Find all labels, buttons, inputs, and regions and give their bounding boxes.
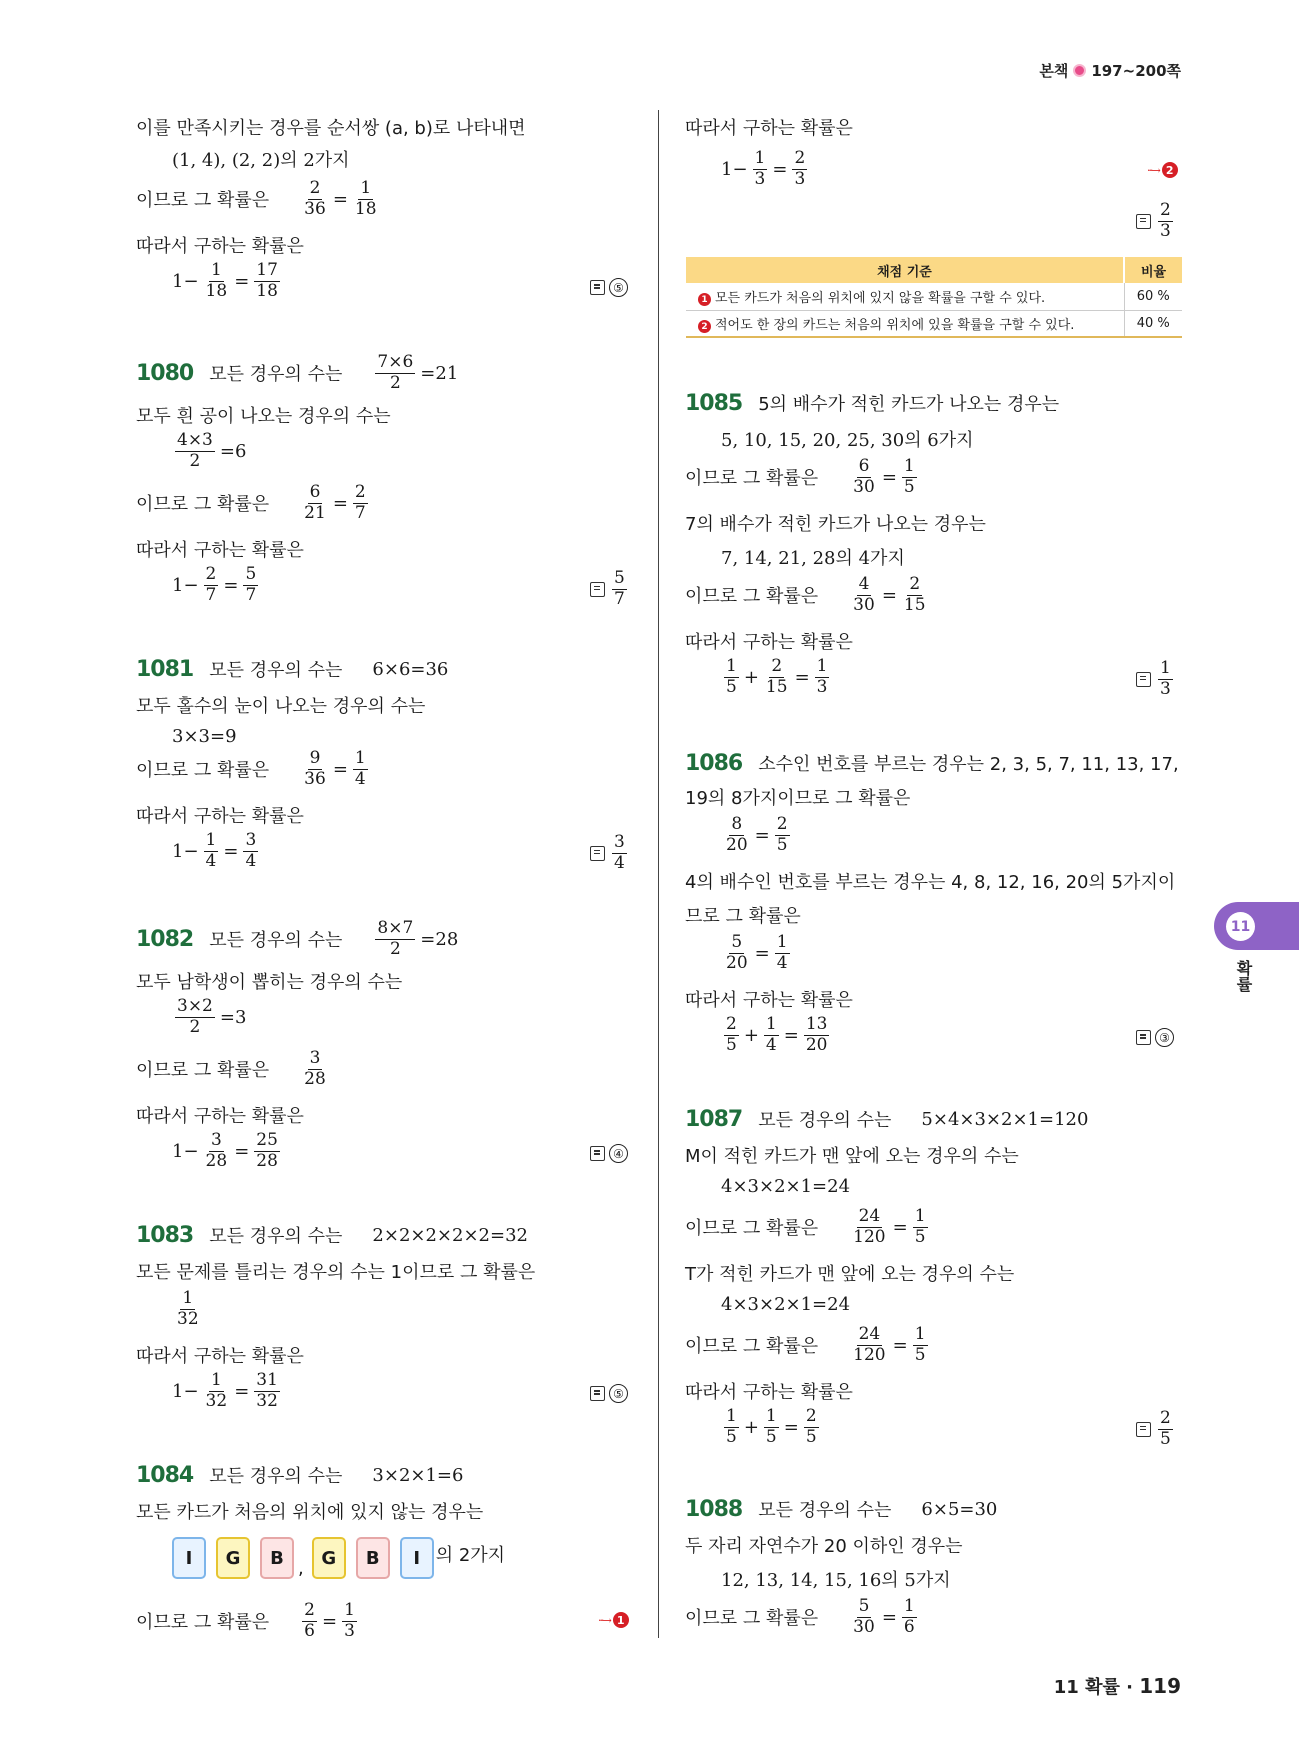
probability-line: 이므로 그 확률은 $\frac{9}{36}$ = $\frac{1}{4}$ [136,748,366,789]
step-marker-2: ···→ 2 [1147,162,1178,178]
equation: 1− $\frac{1}{3}$ = $\frac{2}{3}$ [721,148,806,189]
fraction: $\frac{2}{5}$ [726,1014,737,1055]
fraction: $\frac{2}{15}$ [765,656,788,697]
arrow-icon: ···→ [1147,163,1159,177]
fraction: $\frac{3}{4}$ [614,832,625,873]
text-line: 7, 14, 21, 28의 4가지 [721,548,905,569]
answer-icon [590,1146,605,1161]
fraction: $\frac{3\times 2}{2}$ [177,996,213,1037]
equation: $\frac{1}{5}$ + $\frac{2}{15}$ = $\frac{1}{3}$ [726,656,828,697]
fraction: $\frac{24}{120}$ [853,1206,886,1247]
page-reference [1039,60,1181,81]
answer-icon [590,280,605,295]
fraction: $\frac{7\times 6}{2}$ [377,352,414,393]
answer-mark: ③ [1136,1028,1174,1047]
card-arrangements [172,1537,505,1579]
fraction: $\frac{6}{30}$ [853,456,875,497]
text-line: 모두 홀수의 눈이 나오는 경우의 수는 [136,696,426,717]
fraction: $\frac{1}{18}$ [205,260,228,301]
fraction: $\frac{2}{6}$ [304,1600,315,1641]
card-i: I [400,1537,434,1579]
equation: 3×3=9 [172,726,237,747]
column-divider [658,110,659,1638]
equation: 1− $\frac{2}{7}$ = $\frac{5}{7}$ [172,564,257,605]
fraction: $\frac{17}{18}$ [256,260,278,301]
equation: $\frac{4\times 3}{2}$ =6 [177,430,247,471]
scoring-rubric-table [686,257,1182,338]
answer-mark [1136,1410,1176,1449]
text-line: 4의 배수인 번호를 부르는 경우는 4, 8, 12, 16, 20의 5가지이 [685,872,1176,893]
rubric-row: 1 모든 카드가 처음의 위치에 있지 않을 확률을 구할 수 있다. 60 % [686,283,1182,310]
answer-icon [590,582,605,597]
chapter-number: 11 [1226,912,1255,941]
rubric-row: 2 적어도 한 장의 카드는 처음의 위치에 있을 확률을 구할 수 있다. 40 % [686,310,1182,337]
text-line: 7의 배수가 적힌 카드가 나오는 경우는 [685,514,986,535]
fraction: $\frac{8\times 7}{2}$ [377,918,414,959]
fraction: $\frac{2}{5}$ [776,814,788,855]
problem-number: 1081 [136,656,194,682]
problem-1084-header: 1084 모든 경우의 수는 3×2×1=6 [136,1462,464,1488]
fraction: $\frac{4\times 3}{2}$ [177,430,213,471]
fraction: $\frac{5}{7}$ [614,568,625,609]
card-g: G [312,1537,346,1579]
probability-line: 이므로 그 확률은 $\frac{5}{30}$ = $\frac{1}{6}$ [685,1596,915,1637]
chapter-tab[interactable] [1214,902,1299,950]
text-line: 므로 그 확률은 [685,906,801,927]
equation: $\frac{5}{20}$ = $\frac{1}{4}$ [726,932,788,973]
text-line: 12, 13, 14, 15, 16의 5가지 [721,1570,951,1591]
card-i: I [172,1537,206,1579]
fraction: $\frac{31}{32}$ [256,1370,278,1411]
answer-mark: ④ [590,1144,628,1163]
fraction: $\frac{1}{4}$ [354,748,366,789]
problem-1088-header: 1088 모든 경우의 수는 6×5=30 [685,1496,998,1522]
fraction: $\frac{1}{3}$ [344,1600,355,1641]
fraction: $\frac{1}{3}$ [816,656,828,697]
problem-number: 1080 [136,360,194,386]
fraction: $\frac{4}{30}$ [853,574,875,615]
text-line: 모두 남학생이 뽑히는 경우의 수는 [136,972,403,993]
fraction: $\frac{2}{7}$ [205,564,217,605]
equation: $\frac{2}{5}$ + $\frac{1}{4}$ = $\frac{13}{20}$ [726,1014,828,1055]
probability-line: 이므로 그 확률은 $\frac{24}{120}$ = $\frac{1}{5}$ [685,1206,926,1247]
fraction: $\frac{1}{5}$ [765,1406,777,1447]
answer-icon [1136,1422,1151,1437]
card-g: G [216,1537,250,1579]
probability-line: 이므로 그 확률은 $\frac{6}{21}$ = $\frac{2}{7}$ [136,482,366,523]
problem-number: 1083 [136,1222,194,1248]
fraction: $\frac{2}{15}$ [903,574,926,615]
fraction: $\frac{3}{28}$ [304,1048,326,1089]
fraction: $\frac{1}{5}$ [914,1206,926,1247]
fraction: $\frac{2}{3}$ [1160,200,1171,241]
text-line: 19의 8가지이므로 그 확률은 [685,788,911,809]
probability-line: 이므로 그 확률은 $\frac{3}{28}$ [136,1048,326,1089]
fraction: $\frac{2}{5}$ [1160,1408,1171,1449]
fraction: $\frac{1}{5}$ [903,456,915,497]
text-line: 따라서 구하는 확률은 [136,806,304,827]
fraction: $\frac{1}{3}$ [754,148,766,189]
problem-number: 1086 [685,750,743,776]
footer-chapter: 11 확률 · [1053,1677,1133,1698]
text-line: 모두 흰 공이 나오는 경우의 수는 [136,406,391,427]
equation [172,1290,204,1329]
page-range: 197~200쪽 [1091,62,1181,80]
fraction: $\frac{5}{7}$ [245,564,257,605]
text-line: T가 적힌 카드가 맨 앞에 오는 경우의 수는 [685,1264,1015,1285]
text-line: 두 자리 자연수가 20 이하인 경우는 [685,1536,963,1557]
text-line: 5, 10, 15, 20, 25, 30의 6가지 [721,430,974,451]
answer-mark [590,570,630,609]
probability-line: 이므로 그 확률은 $\frac{24}{120}$ = $\frac{1}{5}$ [685,1324,926,1365]
answer-icon [590,1386,605,1401]
equation: 4×3×2×1=24 [721,1294,851,1315]
fraction: $\frac{6}{21}$ [304,482,326,523]
problem-number: 1087 [685,1106,743,1132]
problem-1087-header: 1087 모든 경우의 수는 5×4×3×2×1=120 [685,1106,1089,1132]
problem-1082-header: 1082 모든 경우의 수는 $\frac{8\times 7}{2}$ =28 [136,918,459,959]
answer-mark [1136,660,1176,699]
text-line: 따라서 구하는 확률은 [136,236,304,257]
probability-line: 이므로 그 확률은 $\frac{2}{36}$ = $\frac{1}{18}$ [136,178,377,219]
dot-icon [1073,64,1086,77]
answer-mark: ⑤ [590,278,628,297]
fraction: $\frac{2}{36}$ [304,178,326,219]
text-line: 따라서 구하는 확률은 [685,118,853,139]
probability-line: 이므로 그 확률은 $\frac{2}{6}$ = $\frac{1}{3}$ [136,1600,355,1641]
answer-icon [1136,1030,1151,1045]
fraction: $\frac{3}{4}$ [245,830,257,871]
problem-1085-header: 1085 5의 배수가 적힌 카드가 나오는 경우는 [685,390,1060,416]
page-number: 119 [1139,1674,1181,1698]
text-line: 이를 만족시키는 경우를 순서쌍 (a, b)로 나타내면 [136,118,526,139]
equation: $\frac{1}{5}$ + $\frac{1}{5}$ = $\frac{2}{5}$ [726,1406,817,1447]
page-footer [1054,1673,1181,1699]
equation: $\frac{3\times 2}{2}$ =3 [177,996,247,1037]
fraction: $\frac{1}{4}$ [776,932,788,973]
fraction: $\frac{8}{20}$ [726,814,748,855]
fraction: $\frac{2}{5}$ [805,1406,817,1447]
equation: $\frac{8}{20}$ = $\frac{2}{5}$ [726,814,788,855]
fraction: $\frac{1}{5}$ [726,656,737,697]
step-marker-1: ···→ 1 [598,1612,629,1628]
fraction: $\frac{1}{5}$ [726,1406,737,1447]
fraction: $\frac{1}{32}$ [205,1370,228,1411]
fraction: $\frac{13}{20}$ [805,1014,828,1055]
text-line: 따라서 구하는 확률은 [136,540,304,561]
fraction: $\frac{1}{18}$ [354,178,377,219]
probability-line: 이므로 그 확률은 $\frac{6}{30}$ = $\frac{1}{5}$ [685,456,915,497]
fraction: $\frac{1}{4}$ [205,830,217,871]
probability-line: 이므로 그 확률은 $\frac{4}{30}$ = $\frac{2}{15}$ [685,574,926,615]
text-line: M이 적힌 카드가 맨 앞에 오는 경우의 수는 [685,1146,1019,1167]
text-line: 따라서 구하는 확률은 [685,990,853,1011]
problem-1086-header: 1086 소수인 번호를 부르는 경우는 2, 3, 5, 7, 11, 13, 17, [685,750,1179,776]
fraction: $\frac{25}{28}$ [256,1130,278,1171]
fraction: $\frac{1}{3}$ [1160,658,1171,699]
comma: , [298,1558,304,1579]
equation: 1− $\frac{1}{32}$ = $\frac{31}{32}$ [172,1370,278,1411]
equation: 1− $\frac{1}{18}$ = $\frac{17}{18}$ [172,260,278,301]
fraction: $\frac{5}{30}$ [853,1596,875,1637]
chapter-tab-label: 확률 [1234,960,1253,992]
problem-1080-header: 1080 모든 경우의 수는 $\frac{7\times 6}{2}$ =21 [136,352,459,393]
equation: 4×3×2×1=24 [721,1176,851,1197]
card-b: B [356,1537,390,1579]
rubric-header-criteria: 채점 기준 [686,257,1124,283]
text-line: (1, 4), (2, 2)의 2가지 [172,150,350,171]
fraction: $\frac{5}{20}$ [726,932,748,973]
problem-number: 1082 [136,926,194,952]
problem-number: 1084 [136,1462,194,1488]
arrow-icon: ···→ [598,1613,610,1627]
problem-number: 1088 [685,1496,743,1522]
equation: 1− $\frac{3}{28}$ = $\frac{25}{28}$ [172,1130,278,1171]
equation: 1− $\frac{1}{4}$ = $\frac{3}{4}$ [172,830,257,871]
fraction: $\frac{2}{3}$ [794,148,806,189]
fraction: $\frac{3}{28}$ [205,1130,228,1171]
fraction: $\frac{2}{7}$ [354,482,366,523]
text-line: 따라서 구하는 확률은 [685,1382,853,1403]
fraction: $\frac{1}{5}$ [914,1324,926,1365]
text-line: 모든 카드가 처음의 위치에 있지 않는 경우는 [136,1502,484,1523]
fraction: $\frac{9}{36}$ [304,748,326,789]
text-line: 모든 문제를 틀리는 경우의 수는 1이므로 그 확률은 [136,1262,536,1283]
rubric-header-ratio: 비율 [1124,257,1182,283]
book-label: 본책 [1039,62,1069,80]
text-line: 따라서 구하는 확률은 [685,632,853,653]
problem-1083-header: 1083 모든 경우의 수는 2×2×2×2×2=32 [136,1222,528,1248]
answer-mark [1136,202,1176,241]
answer-icon [590,846,605,861]
text-line: 따라서 구하는 확률은 [136,1346,304,1367]
answer-icon [1136,672,1151,687]
fraction: $\frac{24}{120}$ [853,1324,886,1365]
cards-suffix: 의 2가지 [435,1545,506,1566]
fraction: $\frac{1}{6}$ [903,1596,915,1637]
fraction: $\frac{1}{4}$ [765,1014,777,1055]
card-b: B [260,1537,294,1579]
fraction: $\frac{1}{32}$ [177,1288,199,1329]
text-line: 따라서 구하는 확률은 [136,1106,304,1127]
answer-mark [590,834,630,873]
answer-icon [1136,214,1151,229]
problem-number: 1085 [685,390,743,416]
answer-mark: ⑤ [590,1384,628,1403]
problem-1081-header: 1081 모든 경우의 수는 6×6=36 [136,656,449,682]
